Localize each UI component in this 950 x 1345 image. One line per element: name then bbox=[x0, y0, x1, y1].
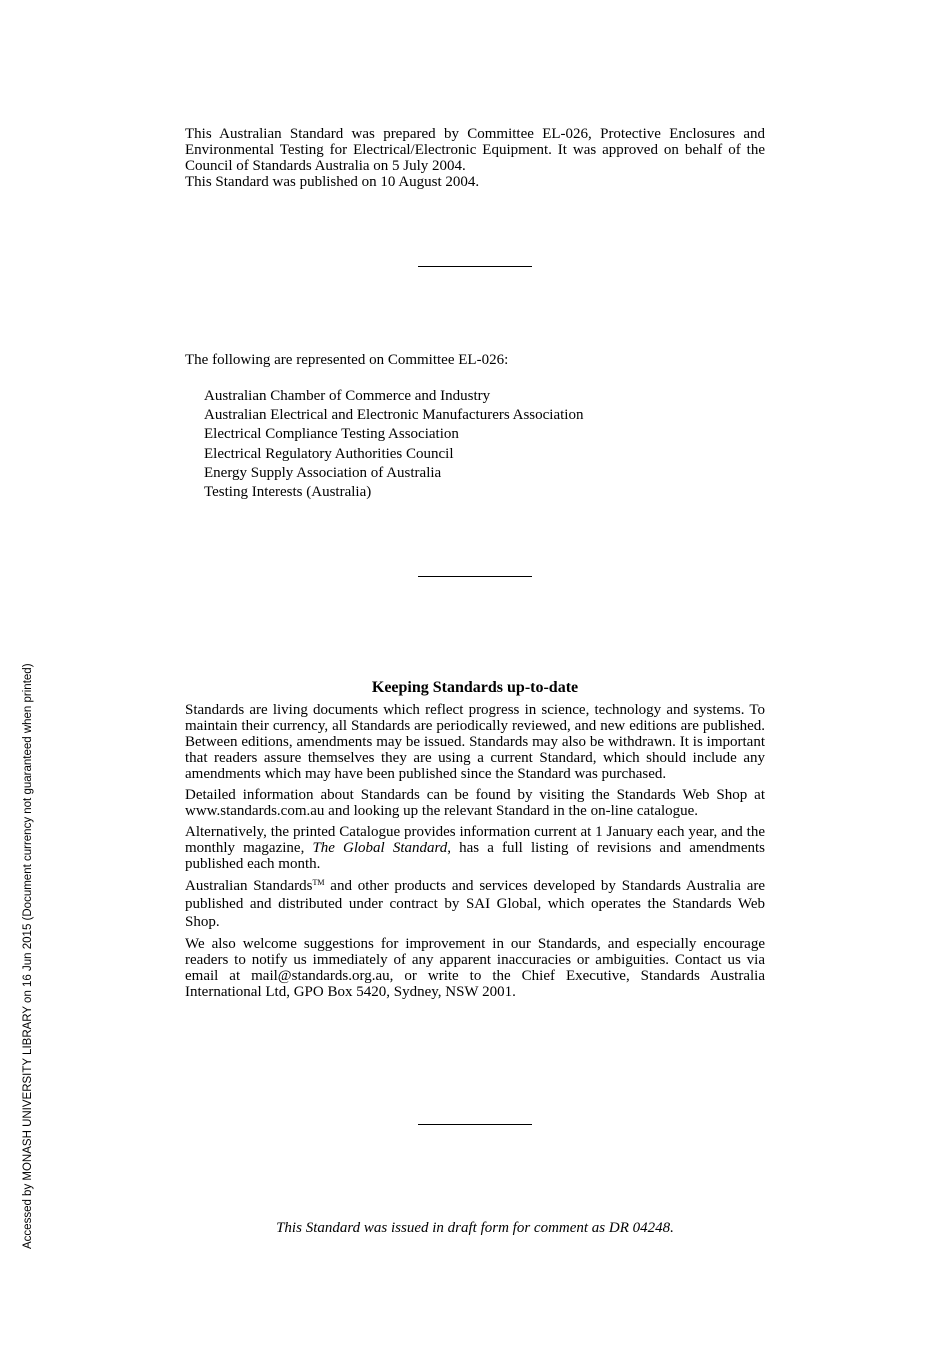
keeping-paragraph-2: Detailed information about Standards can be found by visiting the Standards Web Shop at www.standards.com.au and looking up the relevant Standard in the on-line catalogue. bbox=[185, 787, 765, 819]
keeping-up-to-date-heading: Keeping Standards up-to-date bbox=[371, 679, 579, 696]
global-standard-title: The Global Standard bbox=[312, 840, 448, 856]
keeping-paragraph-4 bbox=[185, 877, 765, 931]
keeping-paragraph-3 bbox=[185, 824, 765, 872]
divider-3 bbox=[418, 1124, 532, 1125]
committee-member: Australian Electrical and Electronic Manufacturers Association bbox=[204, 407, 584, 424]
committee-member-list bbox=[204, 387, 583, 502]
draft-note: This Standard was issued in draft form for comment as DR 04248. bbox=[276, 1220, 674, 1236]
committee-member: Electrical Regulatory Authorities Council bbox=[204, 445, 454, 462]
keeping-paragraph-5: We also welcome suggestions for improvement in our Standards, and especially encourage readers to notify us immediately of any apparent inaccuracies or ambiguities. Contact us via email at mail@standards.org.au, or write to the Chief Executive, Standards Australia International Ltd, GPO Box 5420, Sydney, NSW 2001. bbox=[185, 936, 765, 1000]
para4-text-start: Australian Standards bbox=[185, 878, 313, 894]
committee-member: Electrical Compliance Testing Association bbox=[204, 426, 459, 443]
committee-member: Energy Supply Association of Australia bbox=[204, 464, 442, 481]
committee-member: Australian Chamber of Commerce and Industry bbox=[204, 388, 491, 404]
para3-text-start: Alternatively, the printed Catalogue provides information current at 1 January each year, and the monthly magazine, bbox=[185, 824, 765, 856]
divider-1 bbox=[418, 266, 532, 267]
publication-date-text: This Standard was published on 10 August 2004. bbox=[185, 174, 480, 190]
divider-2 bbox=[418, 576, 532, 577]
access-watermark: Accessed by MONASH UNIVERSITY LIBRARY on 16 Jun 2015 (Document currency not guaranteed when printed) bbox=[22, 663, 34, 1249]
keeping-up-to-date-section bbox=[185, 702, 765, 1005]
para4-text-end: and other products and services developed by Standards Australia are published and distributed under contract by SAI Global, which operates the Standards Web Shop. bbox=[185, 878, 766, 930]
committee-heading: The following are represented on Committee EL-026: bbox=[185, 352, 509, 368]
trademark-symbol: TM bbox=[312, 878, 325, 887]
preparation-text: This Australian Standard was prepared by Committee EL-026, Protective Enclosures and Environmental Testing for Electrical/Electronic Equipment. It was approved on behalf of the Council of Standards Australia on 5 July 2004. bbox=[185, 126, 765, 174]
committee-member: Testing Interests (Australia) bbox=[204, 484, 372, 501]
para3-text-end: , has a full listing of revisions and amendments published each month. bbox=[185, 840, 766, 872]
keeping-paragraph-1: Standards are living documents which reflect progress in science, technology and systems. To maintain their currency, all Standards are periodically reviewed, and new editions are published. Between editions, amendments may be issued. Standards may also be withdrawn. It is important that readers assure themselves they are using a current Standard, which should include any amendments which may have been published since the Standard was purchased. bbox=[185, 702, 765, 782]
preparation-statement bbox=[185, 126, 765, 190]
